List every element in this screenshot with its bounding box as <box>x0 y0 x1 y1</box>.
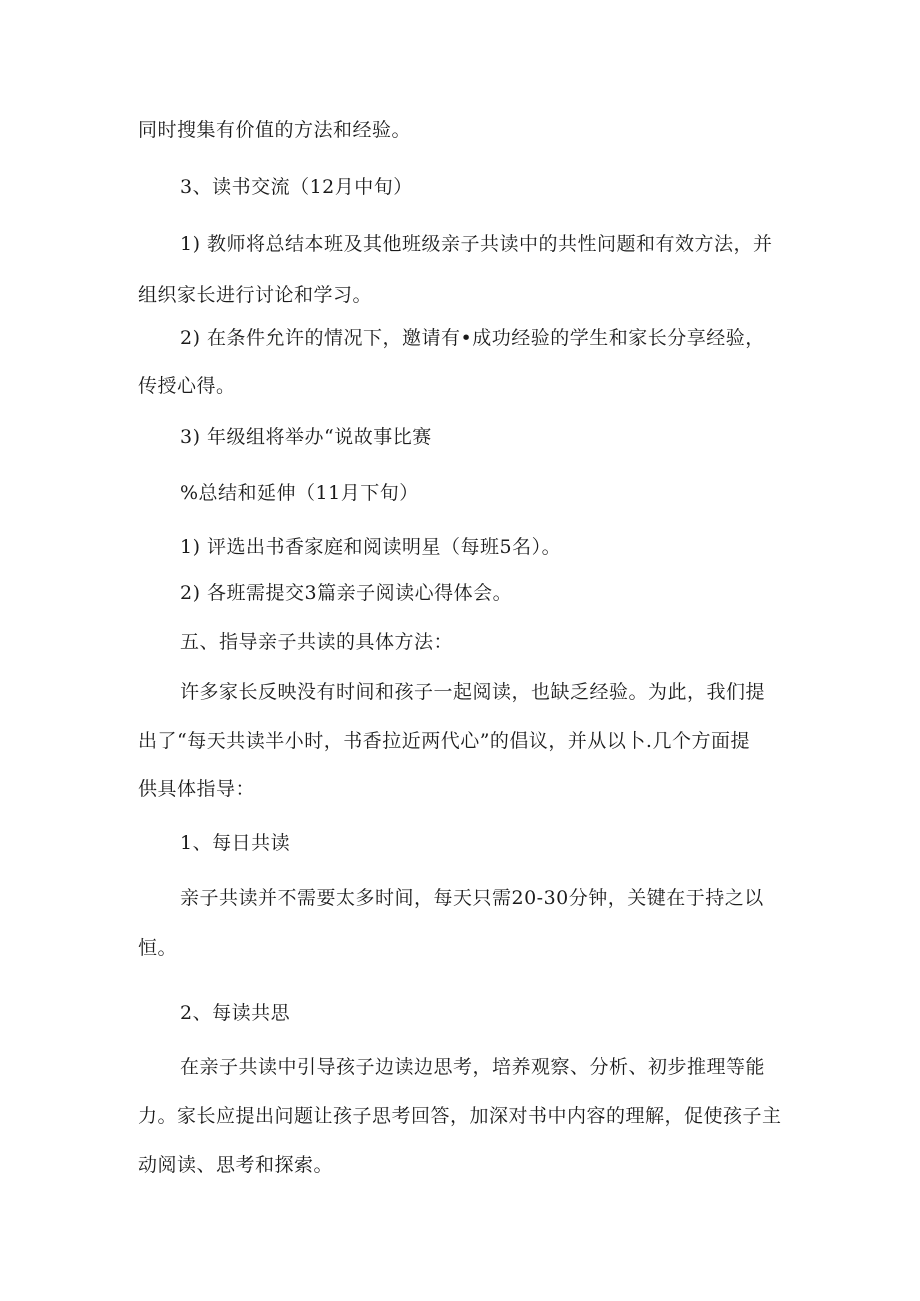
list-item: 2) 各班需提交3篇亲子阅读心得体会。 <box>180 582 513 604</box>
paragraph-line: 动阅读、思考和探索。 <box>138 1154 334 1176</box>
paragraph-line: 供具体指导： <box>138 778 256 800</box>
section-heading: %总结和延伸（11月下旬） <box>180 482 419 504</box>
list-item: 1) 评选出书香家庭和阅读明星（每班5名）。 <box>180 536 562 558</box>
subsection-heading: 2、每读共思 <box>180 1002 291 1024</box>
paragraph-line: 传授心得。 <box>138 375 236 397</box>
paragraph-line: 组织家长进行讨论和学习。 <box>138 284 373 306</box>
section-heading: 3、读书交流（12月中旬） <box>180 176 413 198</box>
list-item: 3) 年级组将举办“说故事比赛 <box>180 426 432 448</box>
paragraph-line: 在亲子共读中引导孩子边读边思考，培养观察、分析、初步推理等能 <box>180 1056 766 1078</box>
paragraph-line: 亲子共读并不需要太多时间，每天只需20-30分钟，关键在于持之以 <box>180 887 764 909</box>
list-item: 2) 在条件允许的情况下，邀请有•成功经验的学生和家长分享经验， <box>180 327 765 349</box>
paragraph-line: 力。家长应提出问题让孩子思考回答，加深对书中内容的理解，促使孩子主 <box>138 1105 782 1127</box>
section-title: 五、指导亲子共读的具体方法： <box>180 631 454 653</box>
paragraph-line: 同时搜集有价值的方法和经验。 <box>138 119 412 141</box>
subsection-heading: 1、每日共读 <box>180 832 291 854</box>
paragraph-line: 许多家长反映没有时间和孩子一起阅读，也缺乏经验。为此，我们提 <box>180 681 766 703</box>
paragraph-line: 恒。 <box>138 937 178 959</box>
paragraph-line: 出了“每天共读半小时，书香拉近两代心”的倡议，并从以卜.几个方面提 <box>138 730 750 752</box>
list-item: 1) 教师将总结本班及其他班级亲子共读中的共性问题和有效方法，并 <box>180 233 773 255</box>
